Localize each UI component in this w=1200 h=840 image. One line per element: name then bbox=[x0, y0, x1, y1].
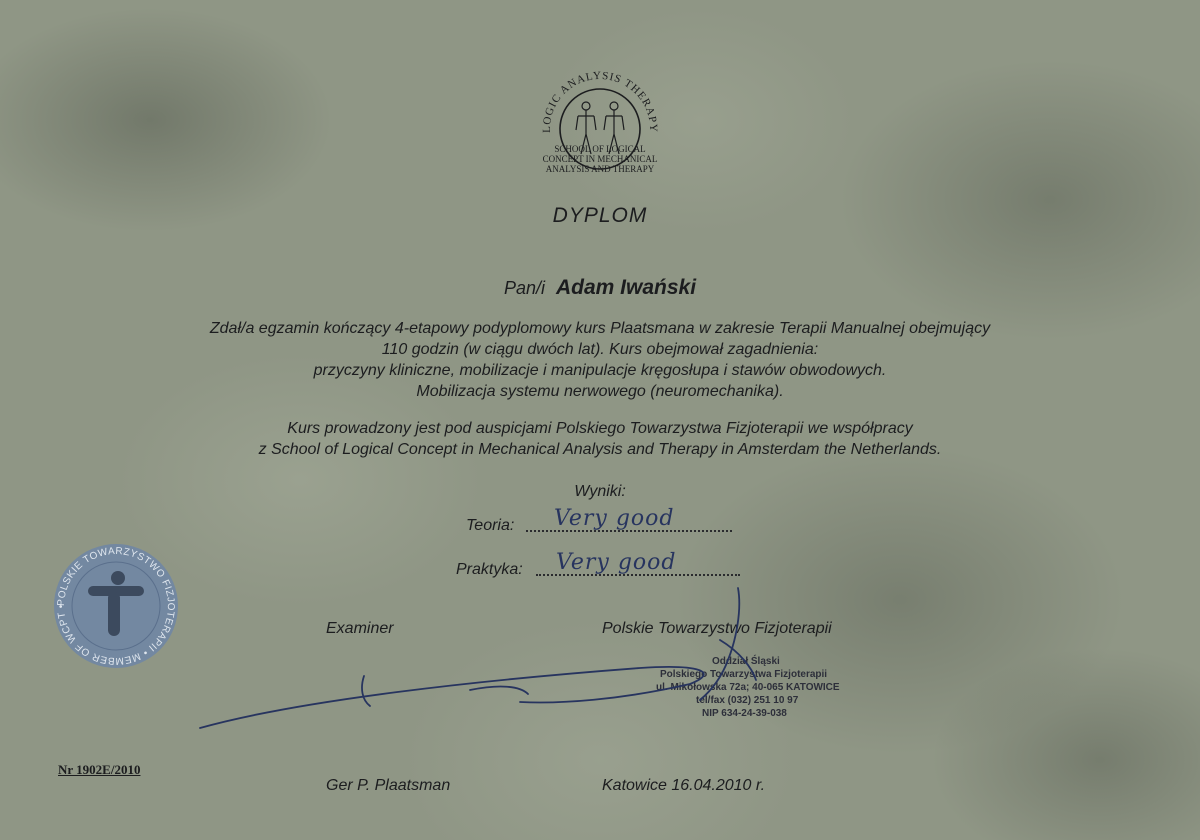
theory-label: Teoria: bbox=[466, 517, 515, 534]
ptf-wcpt-seal bbox=[52, 542, 180, 670]
organization-label: Polskie Towarzystwo Fizjoterapii bbox=[602, 620, 832, 637]
recipient-name: Adam Iwański bbox=[555, 276, 697, 299]
practice-label: Praktyka: bbox=[456, 561, 523, 578]
seal-text: POLSKIE TOWARZYSTWO FIZJOTERAPII • MEMBER OF WCPT • bbox=[55, 545, 177, 667]
body-line-1: Zdał/a egzamin kończący 4-etapowy podyplomowy kurs Plaatsmana w zakresie Terapii Manualnej obejmujący bbox=[209, 320, 991, 337]
logo-subtitle-2: CONCEPT IN MECHANICAL bbox=[542, 154, 658, 164]
recipient-line bbox=[0, 276, 1200, 300]
logo-subtitle-3: ANALYSIS AND THERAPY bbox=[545, 164, 655, 174]
stamp-line-2: Polskiego Towarzystwa Fizjoterapii bbox=[660, 669, 828, 680]
recipient-prefix: Pan/i bbox=[503, 278, 545, 298]
body-line-3: przyczyny kliniczne, mobilizacje i manipulacje kręgosłupa i stawów obwodowych. bbox=[313, 362, 887, 379]
stamp-line-1: Oddział Śląski bbox=[712, 656, 780, 667]
body2-line-2: z School of Logical Concept in Mechanical Analysis and Therapy in Amsterdam the Netherlands. bbox=[258, 441, 942, 458]
stamp-line-4: tel/fax (032) 251 10 97 bbox=[696, 695, 799, 706]
theory-value: Very good bbox=[554, 506, 675, 531]
diploma-title: DYPLOM bbox=[552, 204, 648, 227]
body-line-2: 110 godzin (w ciągu dwóch lat). Kurs obejmował zagadnienia: bbox=[381, 341, 819, 358]
examiner-signature bbox=[200, 667, 704, 728]
body2-line-1: Kurs prowadzony jest pod auspicjami Polskiego Towarzystwa Fizjoterapii we współpracy bbox=[287, 420, 913, 437]
logic-analysis-therapy-logo bbox=[520, 44, 680, 204]
examiner-name: Ger P. Plaatsman bbox=[326, 777, 451, 794]
organization-stamp bbox=[656, 655, 866, 720]
stamp-line-3: ul. Mikołowska 72a; 40-065 KATOWICE bbox=[656, 682, 840, 693]
logo-subtitle-1: SCHOOL OF LOGICAL bbox=[554, 144, 646, 154]
place-and-date: Katowice 16.04.2010 r. bbox=[602, 777, 766, 794]
results-heading: Wyniki: bbox=[574, 483, 626, 500]
body-line-4: Mobilizacja systemu nerwowego (neuromechanika). bbox=[416, 383, 784, 400]
diploma-number: Nr 1902E/2010 bbox=[58, 762, 141, 777]
practice-value: Very good bbox=[556, 550, 677, 575]
logo-arc-text: LOGIC ANALYSIS THERAPY bbox=[540, 69, 660, 133]
examiner-label: Examiner bbox=[326, 620, 394, 637]
svg-text:LOGIC ANALYSIS THERAPY bbox=[541, 70, 659, 133]
stamp-line-5: NIP 634-24-39-038 bbox=[702, 708, 787, 719]
